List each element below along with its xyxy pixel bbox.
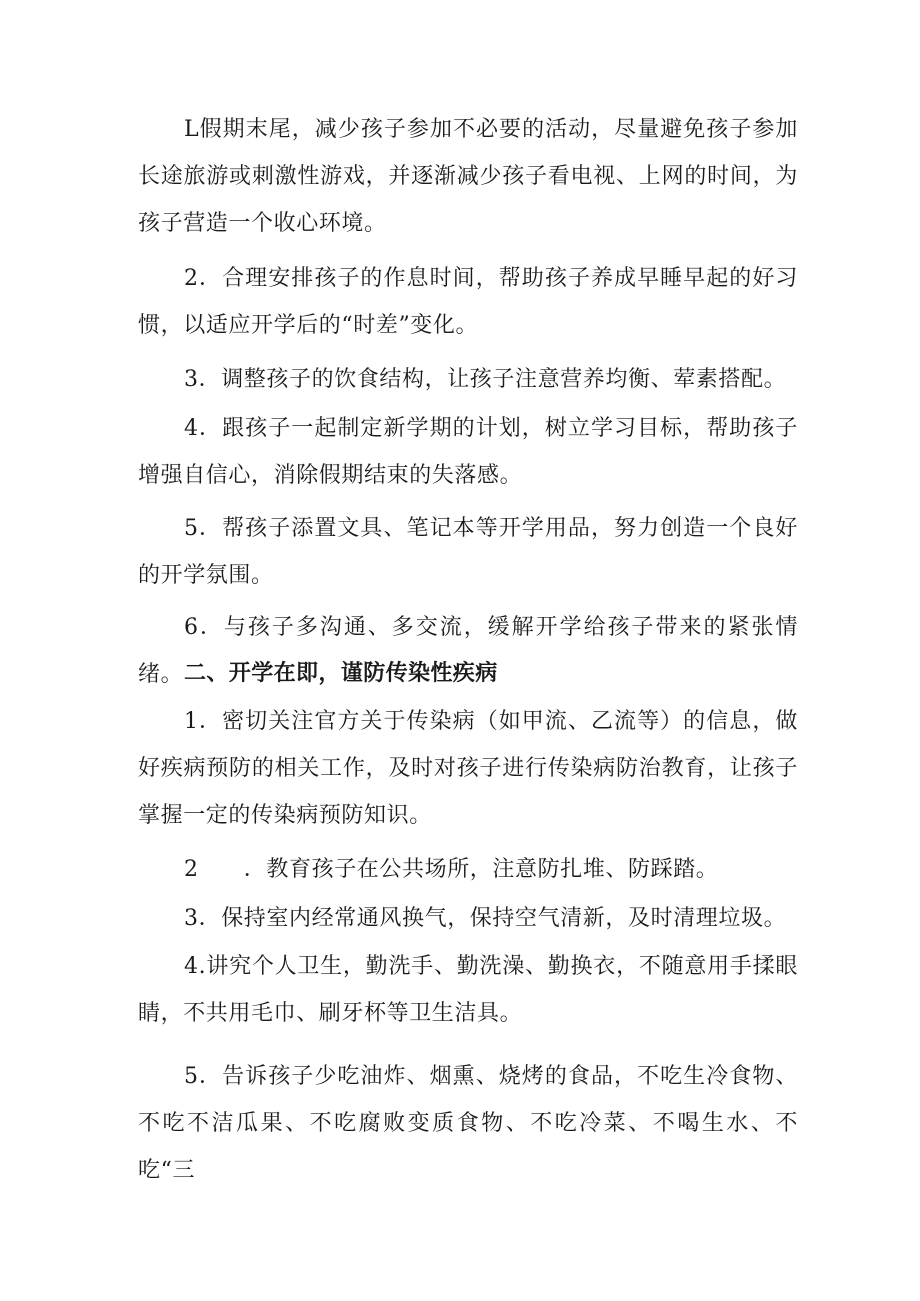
paragraph-item-5: 5．帮孩子添置文具、笔记本等开学用品，努力创造一个良好的开学氛围。 — [138, 516, 798, 588]
paragraph-item-6: 6．与孩子多沟通、多交流，缓解开学给孩子带来的紧张情绪。 — [138, 615, 798, 687]
paragraph-item-4: 4．跟孩子一起制定新学期的计划，树立学习目标，帮助孩子增强自信心，消除假期结束的失落感。 — [138, 416, 798, 488]
paragraph-item-9: 3．保持室内经常通风换气，保持空气清新，及时清理垃圾。 — [184, 906, 787, 931]
paragraph-item-7: 1．密切关注官方关于传染病（如甲流、乙流等）的信息，做好疾病预防的相关工作，及时对孩子进行传染病防治教育，让孩子掌握一定的传染病预防知识。 — [138, 709, 798, 828]
section-heading: 二、开学在即，谨防传染性疾病 — [184, 661, 498, 686]
paragraph-item-1: L假期末尾，减少孩子参加不必要的活动，尽量避免孩子参加长途旅游或刺激性游戏，并逐渐减少孩子看电视、上网的时间，为孩子营造一个收心环境。 — [138, 117, 798, 236]
paragraph-item-10: 4.讲究个人卫生，勤洗手、勤洗澡、勤换衣，不随意用手揉眼睛，不共用毛巾、刷牙杯等卫生洁具。 — [138, 954, 798, 1026]
paragraph-item-8: 2 ．教育孩子在公共场所，注意防扎堆、防踩踏。 — [184, 857, 719, 882]
paragraph-item-11: 5．告诉孩子少吃油炸、烟熏、烧烤的食品，不吃生冷食物、不吃不洁瓜果、不吃腐败变质食物、不吃冷菜、不喝生水、不吃“三 — [138, 1064, 798, 1183]
paragraph-item-2: 2．合理安排孩子的作息时间，帮助孩子养成早睡早起的好习惯，以适应开学后的“时差”变化。 — [138, 266, 798, 338]
paragraph-item-3: 3．调整孩子的饮食结构，让孩子注意营养均衡、荤素搭配。 — [184, 367, 787, 392]
